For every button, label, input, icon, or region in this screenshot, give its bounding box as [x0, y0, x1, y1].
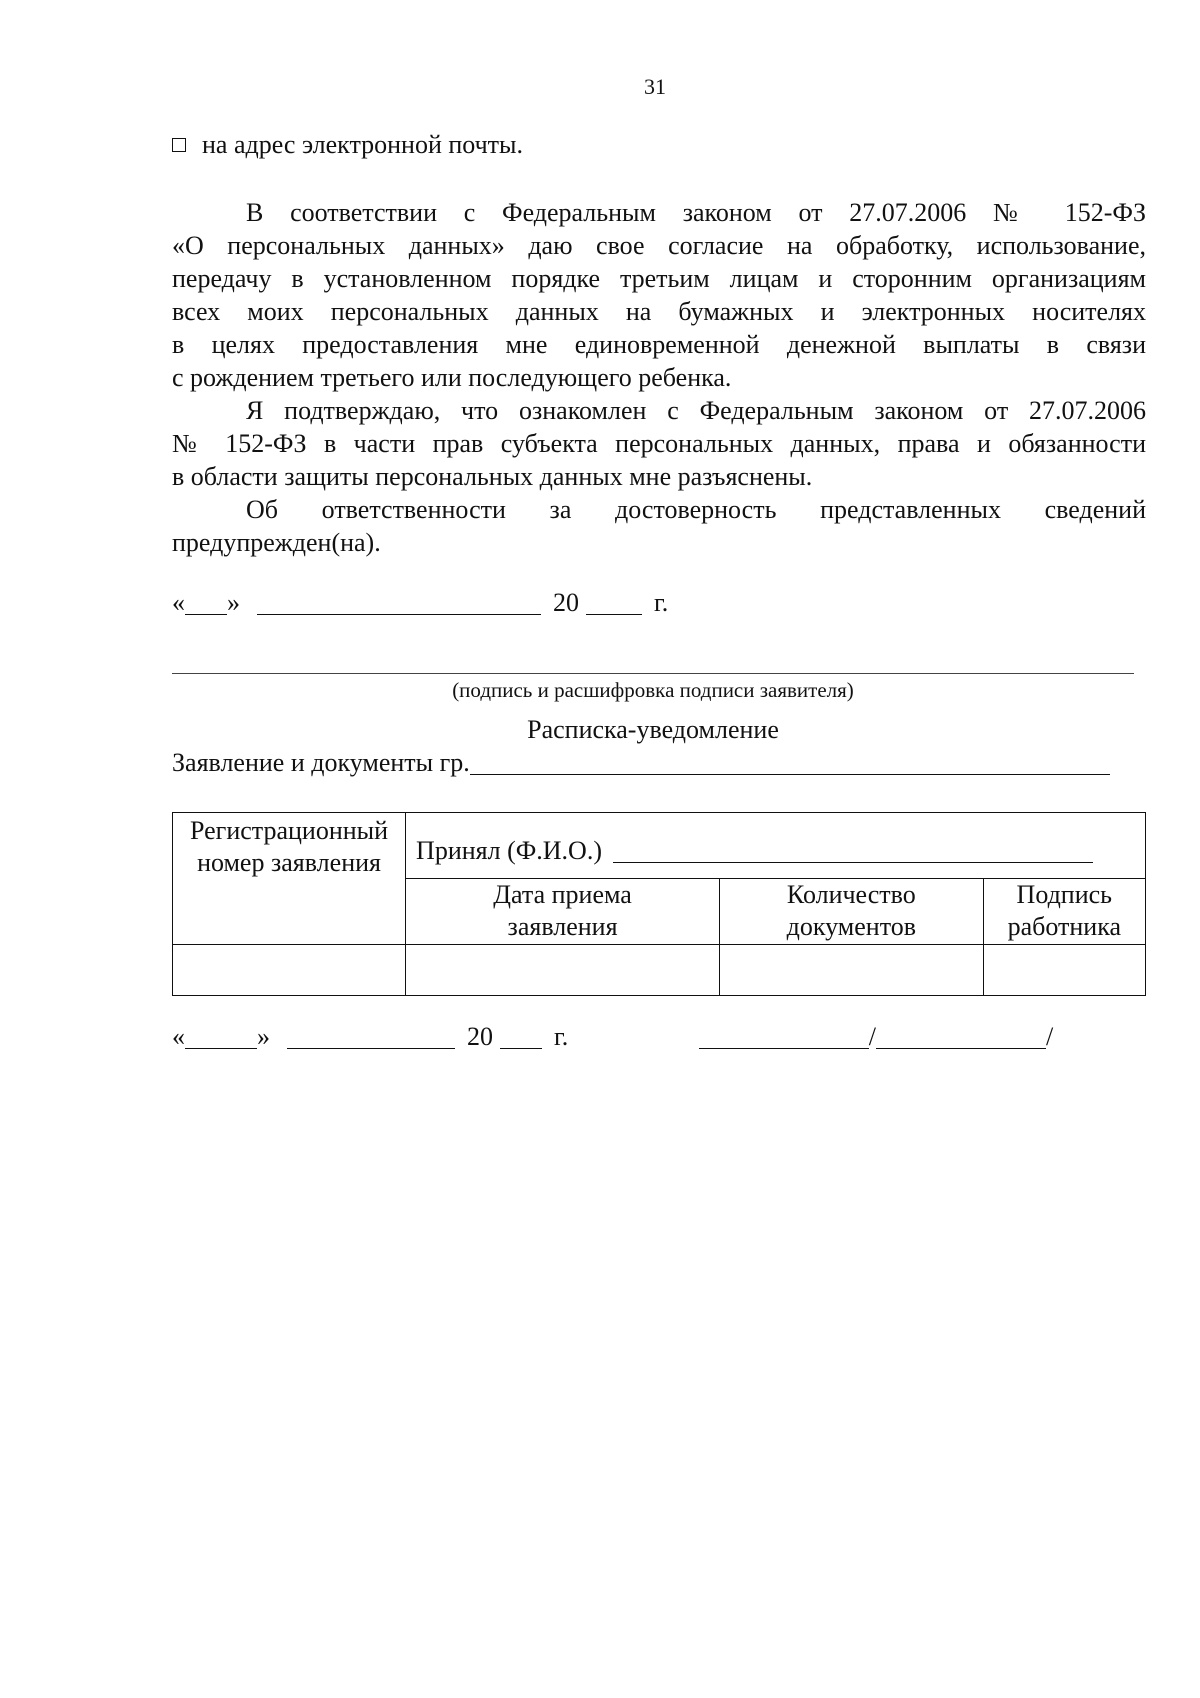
consent-line-2: «О персональных данных» даю свое согласие на обработку, использование, — [172, 231, 1146, 260]
receipt-table — [172, 812, 1146, 996]
col-header-count: Количество документов — [720, 879, 984, 945]
statement-line — [172, 748, 1110, 778]
consent-line-5: в целях предоставления мне единовременной денежной выплаты в связи — [172, 330, 1146, 359]
applicant-date-line: « » 20 г. — [172, 588, 669, 617]
consent-line-6: с рождением третьего или последующего ребенка. — [172, 363, 732, 392]
consent-line-3: передачу в установленном порядке третьим лицам и сторонним организациям — [172, 264, 1146, 293]
confirm-line-1: Я подтверждаю, что ознакомлен с Федеральным законом от 27.07.2006 — [246, 396, 1146, 425]
applicant-signature-line[interactable] — [172, 673, 1134, 674]
count-value[interactable] — [720, 945, 984, 996]
year-blank[interactable] — [586, 590, 642, 615]
email-option-label: на адрес электронной почты. — [202, 130, 524, 159]
checkbox-icon[interactable] — [172, 138, 186, 152]
date-value[interactable] — [406, 945, 720, 996]
statement-label: Заявление и документы гр. — [172, 748, 470, 777]
bottom-year-blank[interactable] — [500, 1024, 542, 1049]
employee-signature-blank[interactable] — [699, 1024, 869, 1049]
col-header-date: Дата приема заявления — [406, 879, 720, 945]
day-blank[interactable] — [185, 590, 227, 615]
email-option[interactable] — [172, 130, 523, 160]
signature-caption: (подпись и расшифровка подписи заявителя) — [452, 678, 854, 702]
month-blank[interactable] — [257, 590, 541, 615]
consent-line-1: В соответствии с Федеральным законом от 27.07.2006 № 152-ФЗ — [246, 198, 1146, 227]
col-header-signature: Подпись работника — [983, 879, 1145, 945]
accepted-label: Принял (Ф.И.О.) — [416, 836, 602, 865]
bottom-month-blank[interactable] — [287, 1024, 455, 1049]
responsibility-line-2: предупрежден(на). — [172, 528, 381, 557]
bottom-day-blank[interactable] — [185, 1024, 257, 1049]
bottom-date-line: « » 20 г. / / — [172, 1022, 1054, 1051]
receipt-title: Расписка-уведомление — [527, 715, 779, 744]
reg-number-header: Регистрационный номер заявления — [173, 813, 406, 945]
signature-value[interactable] — [983, 945, 1145, 996]
confirm-line-2: № 152-ФЗ в части прав субъекта персональных данных, права и обязанности — [172, 429, 1146, 458]
accepted-by-cell — [406, 813, 1146, 879]
responsibility-line-1: Об ответственности за достоверность представленных сведений — [246, 495, 1146, 524]
reg-number-value[interactable] — [173, 945, 406, 996]
employee-name-blank[interactable] — [876, 1024, 1046, 1049]
accepted-name-blank[interactable] — [613, 838, 1093, 863]
consent-line-4: всех моих персональных данных на бумажных и электронных носителях — [172, 297, 1146, 326]
confirm-line-3: в области защиты персональных данных мне разъяснены. — [172, 462, 813, 491]
applicant-name-blank[interactable] — [470, 750, 1110, 775]
page-number: 31 — [644, 74, 666, 99]
